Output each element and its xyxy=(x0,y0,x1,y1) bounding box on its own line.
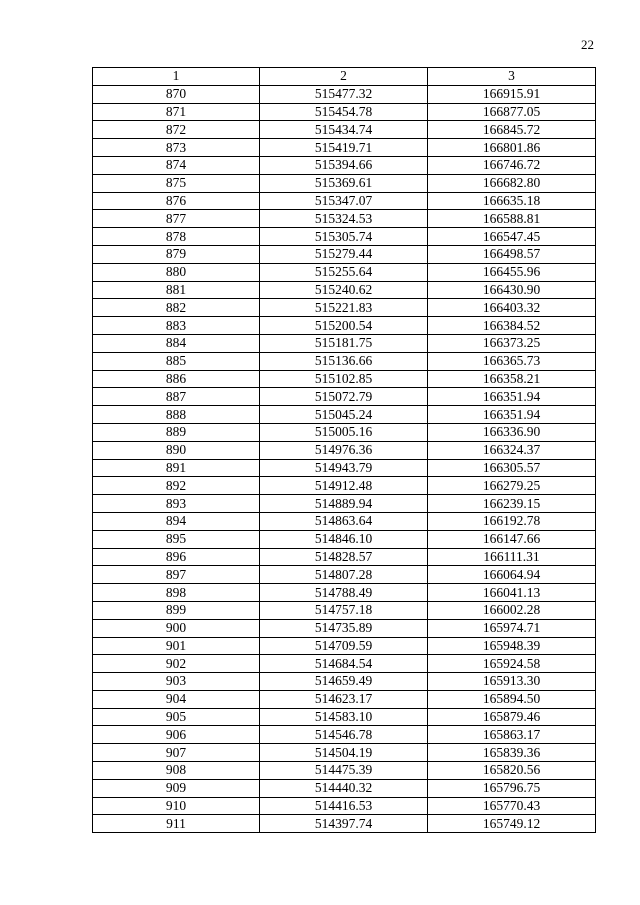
table-row xyxy=(93,441,596,459)
point-number-cell: 902 xyxy=(93,655,260,673)
y-coordinate-cell: 165770.43 xyxy=(428,797,596,815)
coordinates-table xyxy=(92,67,596,833)
table-row xyxy=(93,352,596,370)
point-number-cell: 904 xyxy=(93,690,260,708)
point-number-cell: 910 xyxy=(93,797,260,815)
table-row xyxy=(93,299,596,317)
table-row xyxy=(93,673,596,691)
x-coordinate-cell: 514735.89 xyxy=(260,619,428,637)
table-header-row xyxy=(93,68,596,86)
point-number-cell: 881 xyxy=(93,281,260,299)
table-row xyxy=(93,245,596,263)
x-coordinate-cell: 515136.66 xyxy=(260,352,428,370)
point-number-cell: 877 xyxy=(93,210,260,228)
y-coordinate-cell: 166635.18 xyxy=(428,192,596,210)
y-coordinate-cell: 166324.37 xyxy=(428,441,596,459)
x-coordinate-cell: 515200.54 xyxy=(260,317,428,335)
x-coordinate-cell: 514623.17 xyxy=(260,690,428,708)
y-coordinate-cell: 166915.91 xyxy=(428,85,596,103)
point-number-cell: 870 xyxy=(93,85,260,103)
x-coordinate-cell: 514943.79 xyxy=(260,459,428,477)
y-coordinate-cell: 166351.94 xyxy=(428,388,596,406)
x-coordinate-cell: 515347.07 xyxy=(260,192,428,210)
x-coordinate-cell: 515434.74 xyxy=(260,121,428,139)
point-number-cell: 903 xyxy=(93,673,260,691)
point-number-cell: 886 xyxy=(93,370,260,388)
table-row xyxy=(93,459,596,477)
x-coordinate-cell: 515394.66 xyxy=(260,156,428,174)
table-row xyxy=(93,210,596,228)
table-row xyxy=(93,744,596,762)
point-number-cell: 909 xyxy=(93,779,260,797)
table-row xyxy=(93,423,596,441)
y-coordinate-cell: 166384.52 xyxy=(428,317,596,335)
x-coordinate-cell: 515072.79 xyxy=(260,388,428,406)
x-coordinate-cell: 515369.61 xyxy=(260,174,428,192)
x-coordinate-cell: 515240.62 xyxy=(260,281,428,299)
x-coordinate-cell: 515324.53 xyxy=(260,210,428,228)
point-number-cell: 899 xyxy=(93,601,260,619)
x-coordinate-cell: 514397.74 xyxy=(260,815,428,833)
x-coordinate-cell: 514912.48 xyxy=(260,477,428,495)
table-row xyxy=(93,708,596,726)
y-coordinate-cell: 166547.45 xyxy=(428,228,596,246)
point-number-cell: 911 xyxy=(93,815,260,833)
y-coordinate-cell: 165749.12 xyxy=(428,815,596,833)
y-coordinate-cell: 166365.73 xyxy=(428,352,596,370)
y-coordinate-cell: 166373.25 xyxy=(428,334,596,352)
x-coordinate-cell: 514684.54 xyxy=(260,655,428,673)
point-number-cell: 888 xyxy=(93,406,260,424)
y-coordinate-cell: 166430.90 xyxy=(428,281,596,299)
y-coordinate-cell: 166877.05 xyxy=(428,103,596,121)
point-number-cell: 872 xyxy=(93,121,260,139)
table-row xyxy=(93,121,596,139)
x-coordinate-cell: 515454.78 xyxy=(260,103,428,121)
point-number-cell: 892 xyxy=(93,477,260,495)
y-coordinate-cell: 165839.36 xyxy=(428,744,596,762)
point-number-cell: 900 xyxy=(93,619,260,637)
x-coordinate-cell: 514828.57 xyxy=(260,548,428,566)
point-number-cell: 890 xyxy=(93,441,260,459)
x-coordinate-cell: 514475.39 xyxy=(260,762,428,780)
y-coordinate-cell: 166002.28 xyxy=(428,601,596,619)
x-coordinate-cell: 515045.24 xyxy=(260,406,428,424)
y-coordinate-cell: 166064.94 xyxy=(428,566,596,584)
table-row xyxy=(93,797,596,815)
x-coordinate-cell: 515255.64 xyxy=(260,263,428,281)
y-coordinate-cell: 166279.25 xyxy=(428,477,596,495)
point-number-cell: 885 xyxy=(93,352,260,370)
table-row xyxy=(93,477,596,495)
point-number-cell: 889 xyxy=(93,423,260,441)
y-coordinate-cell: 165924.58 xyxy=(428,655,596,673)
point-number-cell: 879 xyxy=(93,245,260,263)
y-coordinate-cell: 166305.57 xyxy=(428,459,596,477)
y-coordinate-cell: 166239.15 xyxy=(428,495,596,513)
y-coordinate-cell: 166192.78 xyxy=(428,512,596,530)
x-coordinate-cell: 515005.16 xyxy=(260,423,428,441)
table-row xyxy=(93,388,596,406)
x-coordinate-cell: 515221.83 xyxy=(260,299,428,317)
point-number-cell: 908 xyxy=(93,762,260,780)
y-coordinate-cell: 166336.90 xyxy=(428,423,596,441)
y-coordinate-cell: 166801.86 xyxy=(428,139,596,157)
table-row xyxy=(93,530,596,548)
table-row xyxy=(93,779,596,797)
table-row xyxy=(93,601,596,619)
y-coordinate-cell: 166147.66 xyxy=(428,530,596,548)
table-row xyxy=(93,762,596,780)
point-number-cell: 875 xyxy=(93,174,260,192)
y-coordinate-cell: 166351.94 xyxy=(428,406,596,424)
point-number-cell: 905 xyxy=(93,708,260,726)
table-row xyxy=(93,637,596,655)
table-row xyxy=(93,281,596,299)
table-row xyxy=(93,690,596,708)
point-number-cell: 874 xyxy=(93,156,260,174)
x-coordinate-cell: 515181.75 xyxy=(260,334,428,352)
x-coordinate-cell: 514976.36 xyxy=(260,441,428,459)
y-coordinate-cell: 166358.21 xyxy=(428,370,596,388)
point-number-cell: 891 xyxy=(93,459,260,477)
y-coordinate-cell: 165948.39 xyxy=(428,637,596,655)
table-row xyxy=(93,548,596,566)
x-coordinate-cell: 514583.10 xyxy=(260,708,428,726)
x-coordinate-cell: 514807.28 xyxy=(260,566,428,584)
x-coordinate-cell: 515102.85 xyxy=(260,370,428,388)
x-coordinate-cell: 515305.74 xyxy=(260,228,428,246)
table-row xyxy=(93,655,596,673)
y-coordinate-cell: 166746.72 xyxy=(428,156,596,174)
point-number-cell: 896 xyxy=(93,548,260,566)
table-row xyxy=(93,370,596,388)
x-coordinate-cell: 514709.59 xyxy=(260,637,428,655)
point-number-cell: 901 xyxy=(93,637,260,655)
y-coordinate-cell: 165894.50 xyxy=(428,690,596,708)
point-number-cell: 897 xyxy=(93,566,260,584)
table-row xyxy=(93,406,596,424)
x-coordinate-cell: 515279.44 xyxy=(260,245,428,263)
table-row xyxy=(93,228,596,246)
y-coordinate-cell: 166682.80 xyxy=(428,174,596,192)
point-number-cell: 883 xyxy=(93,317,260,335)
point-number-cell: 876 xyxy=(93,192,260,210)
point-number-cell: 871 xyxy=(93,103,260,121)
table-row xyxy=(93,263,596,281)
point-number-cell: 884 xyxy=(93,334,260,352)
table-row xyxy=(93,619,596,637)
point-number-cell: 893 xyxy=(93,495,260,513)
y-coordinate-cell: 166403.32 xyxy=(428,299,596,317)
x-coordinate-cell: 514788.49 xyxy=(260,584,428,602)
x-coordinate-cell: 514846.10 xyxy=(260,530,428,548)
y-coordinate-cell: 166455.96 xyxy=(428,263,596,281)
table-row xyxy=(93,192,596,210)
x-coordinate-cell: 514757.18 xyxy=(260,601,428,619)
point-number-cell: 898 xyxy=(93,584,260,602)
column-header-3: 3 xyxy=(428,68,596,86)
page-number: 22 xyxy=(581,37,594,52)
table-row xyxy=(93,815,596,833)
y-coordinate-cell: 166845.72 xyxy=(428,121,596,139)
table-row xyxy=(93,495,596,513)
table-row xyxy=(93,584,596,602)
point-number-cell: 895 xyxy=(93,530,260,548)
y-coordinate-cell: 165974.71 xyxy=(428,619,596,637)
table-row xyxy=(93,334,596,352)
y-coordinate-cell: 165863.17 xyxy=(428,726,596,744)
x-coordinate-cell: 514863.64 xyxy=(260,512,428,530)
x-coordinate-cell: 514440.32 xyxy=(260,779,428,797)
y-coordinate-cell: 166588.81 xyxy=(428,210,596,228)
column-header-2: 2 xyxy=(260,68,428,86)
y-coordinate-cell: 166498.57 xyxy=(428,245,596,263)
table-row xyxy=(93,156,596,174)
table-row xyxy=(93,139,596,157)
table-row xyxy=(93,317,596,335)
x-coordinate-cell: 514546.78 xyxy=(260,726,428,744)
y-coordinate-cell: 165913.30 xyxy=(428,673,596,691)
point-number-cell: 907 xyxy=(93,744,260,762)
point-number-cell: 873 xyxy=(93,139,260,157)
point-number-cell: 878 xyxy=(93,228,260,246)
x-coordinate-cell: 514504.19 xyxy=(260,744,428,762)
y-coordinate-cell: 165820.56 xyxy=(428,762,596,780)
y-coordinate-cell: 165879.46 xyxy=(428,708,596,726)
x-coordinate-cell: 515419.71 xyxy=(260,139,428,157)
y-coordinate-cell: 166111.31 xyxy=(428,548,596,566)
table-row xyxy=(93,726,596,744)
x-coordinate-cell: 514889.94 xyxy=(260,495,428,513)
column-header-1: 1 xyxy=(93,68,260,86)
table-row xyxy=(93,512,596,530)
point-number-cell: 880 xyxy=(93,263,260,281)
y-coordinate-cell: 165796.75 xyxy=(428,779,596,797)
table-body xyxy=(93,85,596,832)
table-row xyxy=(93,85,596,103)
table-row xyxy=(93,566,596,584)
table-row xyxy=(93,103,596,121)
table-row xyxy=(93,174,596,192)
x-coordinate-cell: 515477.32 xyxy=(260,85,428,103)
y-coordinate-cell: 166041.13 xyxy=(428,584,596,602)
x-coordinate-cell: 514416.53 xyxy=(260,797,428,815)
point-number-cell: 882 xyxy=(93,299,260,317)
point-number-cell: 887 xyxy=(93,388,260,406)
point-number-cell: 906 xyxy=(93,726,260,744)
point-number-cell: 894 xyxy=(93,512,260,530)
x-coordinate-cell: 514659.49 xyxy=(260,673,428,691)
